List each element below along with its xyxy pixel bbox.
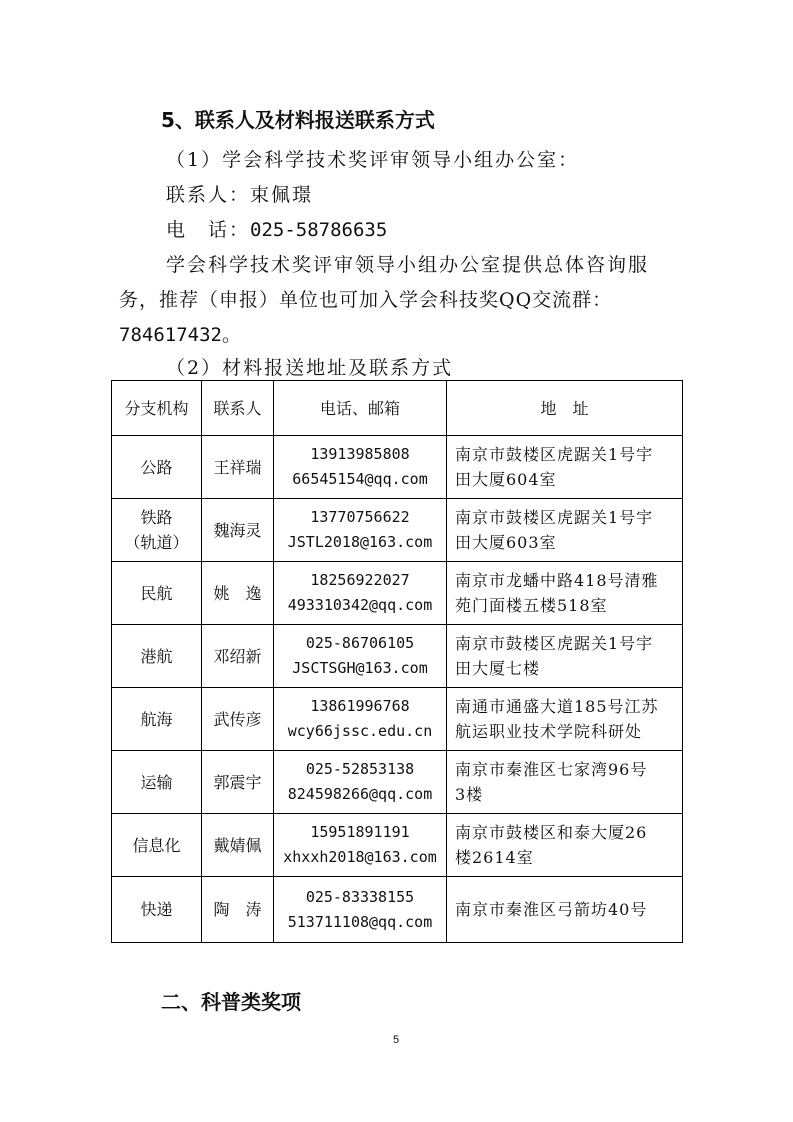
contact-cell: 王祥瑞: [202, 436, 274, 499]
phone-email-cell: [274, 877, 447, 943]
address-cell: 南京市鼓楼区虎踞关1号宇 田大厦604室: [447, 436, 683, 499]
phone-email-cell: [274, 562, 447, 625]
phone-value: 025-58786635: [250, 219, 388, 241]
table-row: [112, 877, 683, 943]
table-row: [112, 499, 683, 562]
email: 824598266@qq.com: [287, 785, 433, 803]
header-address: 地 址: [447, 381, 683, 436]
branch-cell: 信息化: [112, 814, 202, 877]
description-line-1: 学会科学技术奖评审领导小组办公室提供总体咨询服: [166, 254, 650, 276]
header-contact: 联系人: [202, 381, 274, 436]
address-cell: 南京市鼓楼区虎踞关1号宇 田大厦603室: [447, 499, 683, 562]
branch-cell: 运输: [112, 751, 202, 814]
branch-cell: 航海: [112, 688, 202, 751]
branch-cell: 公路: [112, 436, 202, 499]
phone: 025-86706105: [305, 634, 415, 652]
table-row: [112, 436, 683, 499]
description-line-3: 784617432。: [119, 324, 241, 346]
contact-cell: 魏海灵: [202, 499, 274, 562]
address-cell: 南京市秦淮区七家湾96号 3楼: [447, 751, 683, 814]
table-row: [112, 751, 683, 814]
address-cell: 南京市龙蟠中路418号清雅 苑门面楼五楼518室: [447, 562, 683, 625]
description-line-2: 务，推荐（申报）单位也可加入学会科技奖QQ交流群：: [119, 289, 613, 311]
branch-cell: 民航: [112, 562, 202, 625]
phone-email-cell: [274, 436, 447, 499]
address-cell: 南通市通盛大道185号江苏 航运职业技术学院科研处: [447, 688, 683, 751]
table-row: [112, 688, 683, 751]
email: 66545154@qq.com: [292, 470, 428, 488]
branch-cell: 铁路 （轨道）: [112, 499, 202, 562]
phone-email-cell: [274, 751, 447, 814]
subsection-1-title: （1）学会科学技术奖评审领导小组办公室：: [166, 149, 580, 171]
contact-cell: 郭震宇: [202, 751, 274, 814]
contact-cell: 邓绍新: [202, 625, 274, 688]
email: wcy66jssc.edu.cn: [287, 722, 433, 740]
phone-line: [166, 215, 387, 242]
phone: 025-52853138: [305, 760, 415, 778]
table-row: [112, 814, 683, 877]
phone: 025-83338155: [305, 887, 415, 906]
phone-label: 电 话：: [166, 219, 251, 241]
subsection-2-title: （2）材料报送地址及联系方式: [166, 357, 454, 379]
branch-cell: 港航: [112, 625, 202, 688]
contact-cell: 陶 涛: [202, 877, 274, 943]
address-cell: 南京市鼓楼区和泰大厦26 楼2614室: [447, 814, 683, 877]
contact-cell: 武传彦: [202, 688, 274, 751]
table-row: [112, 562, 683, 625]
email: JSCTSGH@163.com: [292, 659, 428, 677]
email: 513711108@qq.com: [287, 912, 433, 931]
phone: 15951891191: [310, 823, 410, 841]
address-cell: 南京市鼓楼区虎踞关1号宇 田大厦七楼: [447, 625, 683, 688]
phone: 18256922027: [310, 571, 410, 589]
table-header-row: [112, 381, 683, 436]
phone-email-cell: [274, 688, 447, 751]
table-row: [112, 625, 683, 688]
contacts-table: [111, 380, 683, 943]
phone: 13913985808: [310, 445, 410, 463]
phone: 13861996768: [310, 697, 410, 715]
section-2-title: 二、科普类奖项: [161, 990, 301, 1014]
header-branch: 分支机构: [112, 381, 202, 436]
phone-email-cell: [274, 499, 447, 562]
phone-email-cell: [274, 814, 447, 877]
email: JSTL2018@163.com: [287, 533, 433, 551]
header-phone-email: 电话、邮箱: [274, 381, 447, 436]
contact-cell: 戴婧佩: [202, 814, 274, 877]
branch-cell: 快递: [112, 877, 202, 943]
section-5-title: 5、联系人及材料报送联系方式: [161, 108, 435, 132]
phone-email-cell: [274, 625, 447, 688]
address-cell: 南京市秦淮区弓箭坊40号: [447, 877, 683, 943]
contact-person: 联系人：束佩璟: [166, 184, 314, 206]
email: 493310342@qq.com: [287, 596, 433, 614]
phone: 13770756622: [310, 508, 410, 526]
contact-cell: 姚 逸: [202, 562, 274, 625]
email: xhxxh2018@163.com: [283, 848, 437, 866]
page-number: 5: [393, 1034, 400, 1046]
